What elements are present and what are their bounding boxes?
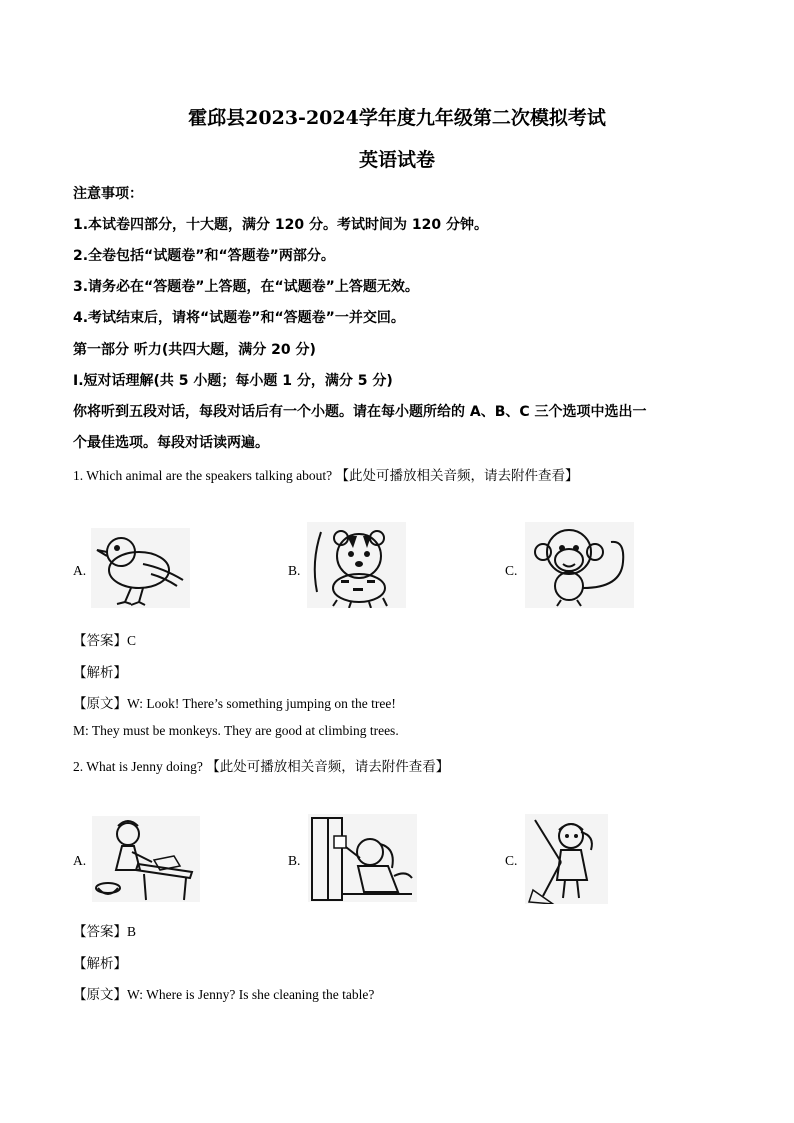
- answer-line: [73, 920, 136, 940]
- section-heading: Ⅰ.短对话理解(共 5 小题；每小题 1 分，满分 5 分): [73, 373, 393, 389]
- girl-cleaning-table-icon[interactable]: [92, 816, 200, 902]
- notice-item: 4.考试结束后，请将“试题卷”和“答题卷”一并交回。: [73, 310, 405, 326]
- part-heading: 第一部分 听力(共四大题，满分 20 分): [73, 342, 316, 358]
- notice-item: 3.请务必在“答题卷”上答题，在“试题卷”上答题无效。: [73, 279, 419, 295]
- option-label: C.: [505, 853, 518, 868]
- page-subtitle: 英语试卷: [358, 149, 435, 171]
- girl-sweeping-floor-icon[interactable]: [525, 814, 608, 904]
- transcript-line: [73, 983, 374, 1003]
- tiger-icon[interactable]: [307, 522, 406, 608]
- monkey-icon[interactable]: [525, 522, 634, 608]
- transcript-line: [73, 692, 396, 712]
- question-stem: 2. What is Jenny doing? 【此处可播放相关音频，请去附件查看】: [73, 759, 450, 774]
- original-tag: 【原文】: [73, 987, 127, 1002]
- transcript-text: W: Look! There’s something jumping on the tree!: [127, 696, 396, 711]
- transcript-line: M: They must be monkeys. They are good at climbing trees.: [73, 723, 399, 738]
- option-label: A.: [73, 853, 87, 868]
- answer-tag: 【答案】: [73, 924, 127, 939]
- bird-icon[interactable]: [91, 528, 190, 608]
- instruction-text: 个最佳选项。每段对话读两遍。: [73, 435, 269, 451]
- page-title: 霍邱县2023-2024学年度九年级第二次模拟考试: [188, 107, 606, 129]
- option-label: A.: [73, 563, 87, 578]
- answer-line: [73, 629, 136, 649]
- notice-item: 2.全卷包括“试题卷”和“答题卷”两部分。: [73, 248, 335, 264]
- answer-value: C: [127, 633, 137, 648]
- notice-heading: 注意事项：: [73, 186, 143, 202]
- notice-item: 1.本试卷四部分，十大题，满分 120 分。考试时间为 120 分钟。: [73, 217, 489, 233]
- transcript-text: W: Where is Jenny? Is she cleaning the table?: [127, 987, 375, 1002]
- answer-value: B: [127, 924, 137, 939]
- instruction-text: 你将听到五段对话，每段对话后有一个小题。请在每小题所给的 A、B、C 三个选项中选出一: [73, 404, 647, 420]
- analysis-tag: 【解析】: [73, 665, 127, 680]
- option-label: B.: [288, 853, 301, 868]
- question-stem: 1. Which animal are the speakers talking about? 【此处可播放相关音频，请去附件查看】: [73, 468, 579, 483]
- analysis-tag: 【解析】: [73, 956, 127, 971]
- answer-tag: 【答案】: [73, 633, 127, 648]
- option-label: C.: [505, 563, 518, 578]
- option-label: B.: [288, 563, 301, 578]
- original-tag: 【原文】: [73, 696, 127, 711]
- girl-cleaning-window-icon[interactable]: [308, 814, 417, 902]
